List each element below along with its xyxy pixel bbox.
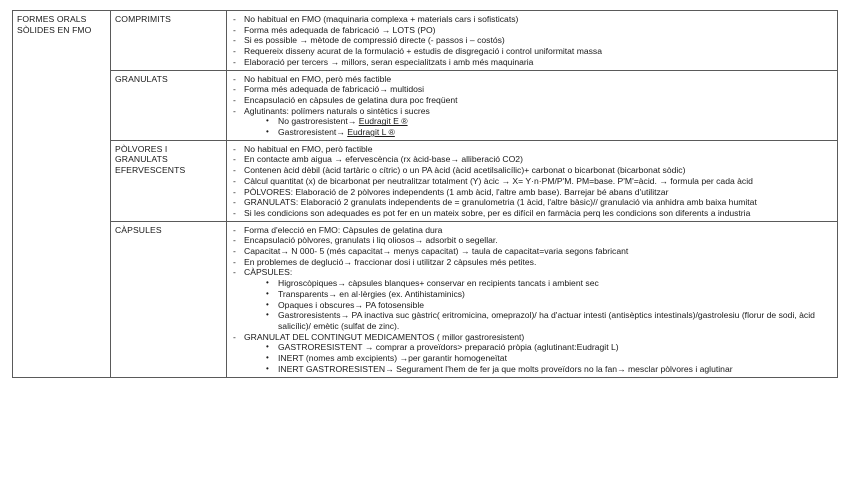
list-item (231, 332, 833, 375)
notes-cell (227, 140, 838, 221)
notes-list (231, 14, 833, 68)
notes-cell (227, 70, 838, 140)
list-item: - Forma més adequada de fabricació → LOTS (PO) (231, 25, 833, 36)
sub-list-item: • Opaques i obscures→ PA fotosensible (266, 300, 833, 311)
list-item-text: CÀPSULES: (244, 267, 293, 278)
table-row-comprimits (13, 11, 838, 71)
table-row-granulats (13, 70, 838, 140)
list-item: - No habitual en FMO, però factible (231, 144, 833, 155)
list-item: - Encapsulació pòlvores, granulats i liq oliosos→ adsorbit o segellar. (231, 235, 833, 246)
form-label: COMPRIMITS (115, 14, 171, 24)
sub-list-item (266, 116, 833, 127)
list-item: - Si les condicions son adequades es pot fer en un mateix sobre, per es difícil en farmàcia perq les condicions son diferents a industria (231, 208, 833, 219)
table-row-capsules (13, 221, 838, 377)
list-item: - Contenen àcid dèbil (àcid tartàric o cítric) o un PA àcid (àcid acetilsalicílic)+ carbonat o bicarbonat (bicarbonat sòdic) (231, 165, 833, 176)
notes-list (231, 225, 833, 375)
sub-list-item: • Gastroresistents→ PA inactiva suc gàstric( eritromicina, omeprazol)/ ha d'actuar intesti (antisèptics intestinals)/gastrolesiu (florur de sodi, àcid salicílic)/ emètic (sulfat de zinc). (266, 310, 833, 331)
sub-list-item (266, 127, 833, 138)
table-row-efervescents (13, 140, 838, 221)
document-page (12, 10, 837, 378)
form-label-cell (111, 140, 227, 221)
notes-list (231, 74, 833, 138)
list-item: - No habitual en FMO, però més factible (231, 74, 833, 85)
list-item: - Forma d'elecció en FMO: Càpsules de gelatina dura (231, 225, 833, 236)
list-item: - En contacte amb aigua → efervescència (rx àcid-base→ alliberació CO2) (231, 154, 833, 165)
list-item: - No habitual en FMO (maquinaria complexa + materials cars i sofisticats) (231, 14, 833, 25)
sub-list (266, 116, 833, 137)
form-label: CÀPSULES (115, 224, 162, 235)
list-item (231, 267, 833, 331)
notes-cell (227, 221, 838, 377)
sub-list (266, 278, 833, 332)
sub-list-item-text: Gastroresistent→ (278, 127, 348, 138)
list-item: - PÒLVORES: Elaboració de 2 pòlvores independents (1 amb àcid, l'altre amb base). Barrejar bé abans d'utilitzar (231, 187, 833, 198)
list-item-text: Aglutinants: polímers naturals o sintètics i sucres (244, 105, 430, 116)
notes-cell (227, 11, 838, 71)
sub-list-item: • INERT GASTRORESISTEN→ Segurament l'hem de fer ja que molts proveïdors no la fan→ mesclar pòlvores i aglutinar (266, 364, 833, 375)
sub-list-item: • INERT (nomes amb excipients) →per garantir homogeneïtat (266, 353, 833, 364)
form-label: GRANULATS (115, 73, 168, 84)
oral-solid-forms-table (12, 10, 838, 378)
list-item: - Requereix disseny acurat de la formulació + estudis de disgregació i control uniformitat massa (231, 46, 833, 57)
form-label: PÒLVORES I GRANULATS EFERVESCENTS (115, 143, 186, 176)
list-item (231, 106, 833, 138)
list-item: - Si es possible → mètode de compressió directe (- passos i – costós) (231, 35, 833, 46)
form-label-cell (111, 221, 227, 377)
sub-list-item: • Transparents→ en al·lèrgies (ex. Antihistaminics) (266, 289, 833, 300)
sub-list-item-text: No gastroresistent→ (278, 116, 359, 127)
list-item: - Càlcul quantitat (x) de bicarbonat per neutralitzar totalment (Y) àcic → X= Y·n·PM/P'M. PM=base. P'M'=àcid. → formula per cada àcid (231, 176, 833, 187)
list-item: - Elaboració per tercers → millors, seran especialitzats i amb més maquinaria (231, 57, 833, 68)
form-label-cell (111, 70, 227, 140)
list-item: - Encapsulació en càpsules de gelatina dura poc freqüent (231, 95, 833, 106)
notes-list (231, 144, 833, 219)
list-item: - Capacitat→ N 000- 5 (més capacitat→ menys capacitat) → taula de capacitat=varia segons fabricant (231, 246, 833, 257)
list-item: - Forma més adequada de fabricació→ multidosi (231, 84, 833, 95)
sub-list-item: • GASTRORESISTENT → comprar a proveïdors> preparació pròpia (aglutinant:Eudragit L) (266, 342, 833, 353)
category-cell (13, 11, 111, 378)
list-item: - GRANULATS: Elaboració 2 granulats independents de = granulometria (1 àcid, l'altre bàsic)// granulació via anhidra amb baixa humitat (231, 197, 833, 208)
list-item: - En problemes de deglució→ fraccionar dosi i utilitzar 2 càpsules més petites. (231, 257, 833, 268)
eudragit-l-link-text: Eudragit L ® (347, 127, 395, 138)
eudragit-e-link-text: Eudragit E ® (358, 116, 408, 127)
category-title: FORMES ORALS SÒLIDES EN FMO (17, 14, 92, 35)
sub-list (266, 342, 833, 374)
form-label-cell (111, 11, 227, 71)
list-item-text: GRANULAT DEL CONTINGUT MEDICAMENTOS ( millor gastroresistent) (244, 331, 525, 342)
sub-list-item: • Higroscòpiques→ càpsules blanques+ conservar en recipients tancats i ambient sec (266, 278, 833, 289)
